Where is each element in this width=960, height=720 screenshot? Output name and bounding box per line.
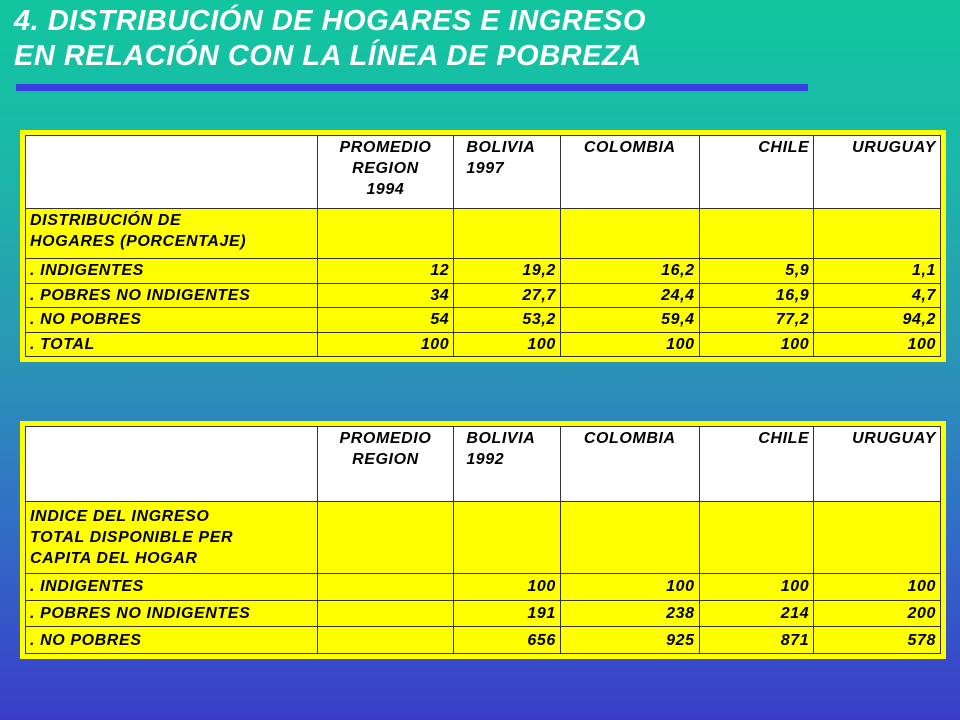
- section-cell: [454, 209, 561, 259]
- table-row: [26, 259, 941, 284]
- cell-value: 100: [699, 574, 814, 601]
- section-cell: [814, 209, 941, 259]
- header-chile: CHILE: [699, 427, 814, 502]
- cell-value: 100: [454, 574, 561, 601]
- section-label: DISTRIBUCIÓN DE HOGARES (PORCENTAJE): [26, 209, 318, 259]
- cell-value: 4,7: [814, 283, 941, 308]
- header-empty-cell: [26, 136, 318, 209]
- row-label: . NO POBRES: [26, 627, 318, 654]
- cell-value: 656: [454, 627, 561, 654]
- cell-value: 94,2: [814, 308, 941, 333]
- row-label: . INDIGENTES: [26, 574, 318, 601]
- cell-value: 925: [560, 627, 699, 654]
- cell-value: 191: [454, 600, 561, 627]
- header-bolivia: BOLIVIA 1997: [454, 136, 561, 209]
- section-cell: [814, 502, 941, 574]
- section-cell: [317, 502, 454, 574]
- table-row: [26, 600, 941, 627]
- table-header-row: [26, 427, 941, 502]
- section-cell: [454, 502, 561, 574]
- cell-value: 578: [814, 627, 941, 654]
- cell-value: 77,2: [699, 308, 814, 333]
- cell-value: 12: [317, 259, 454, 284]
- section-cell: [317, 209, 454, 259]
- cell-value: [317, 574, 454, 601]
- table-row: [26, 283, 941, 308]
- cell-value: 100: [317, 332, 454, 357]
- table-row: [26, 308, 941, 333]
- header-bolivia: BOLIVIA 1992: [454, 427, 561, 502]
- section-label: INDICE DEL INGRESO TOTAL DISPONIBLE PER CAPITA DEL HOGAR: [26, 502, 318, 574]
- cell-value: 100: [814, 574, 941, 601]
- table-row: [26, 574, 941, 601]
- header-uruguay: URUGUAY: [814, 427, 941, 502]
- row-label: . TOTAL: [26, 332, 318, 357]
- cell-value: 27,7: [454, 283, 561, 308]
- header-uruguay: URUGUAY: [814, 136, 941, 209]
- cell-value: 100: [560, 574, 699, 601]
- section-cell: [699, 502, 814, 574]
- row-label: . NO POBRES: [26, 308, 318, 333]
- table-header-row: [26, 136, 941, 209]
- header-chile: CHILE: [699, 136, 814, 209]
- cell-value: 5,9: [699, 259, 814, 284]
- section-cell: [560, 502, 699, 574]
- income-index-table: [20, 421, 946, 659]
- cell-value: 100: [699, 332, 814, 357]
- cell-value: 59,4: [560, 308, 699, 333]
- table-row: [26, 627, 941, 654]
- section-cell: [560, 209, 699, 259]
- households-distribution-table: [20, 130, 946, 362]
- cell-value: [317, 627, 454, 654]
- cell-value: 100: [454, 332, 561, 357]
- cell-value: 214: [699, 600, 814, 627]
- cell-value: 34: [317, 283, 454, 308]
- cell-value: 16,2: [560, 259, 699, 284]
- cell-value: 871: [699, 627, 814, 654]
- header-promedio-region: PROMEDIO REGION: [317, 427, 454, 502]
- header-colombia: COLOMBIA: [560, 427, 699, 502]
- table-row-total: [26, 332, 941, 357]
- cell-value: 16,9: [699, 283, 814, 308]
- cell-value: 19,2: [454, 259, 561, 284]
- section-row: [26, 502, 941, 574]
- row-label: . POBRES NO INDIGENTES: [26, 283, 318, 308]
- cell-value: 100: [560, 332, 699, 357]
- header-empty-cell: [26, 427, 318, 502]
- title-underline: [16, 84, 808, 91]
- row-label: . INDIGENTES: [26, 259, 318, 284]
- cell-value: 24,4: [560, 283, 699, 308]
- cell-value: 1,1: [814, 259, 941, 284]
- header-promedio-region: PROMEDIO REGION 1994: [317, 136, 454, 209]
- cell-value: [317, 600, 454, 627]
- header-colombia: COLOMBIA: [560, 136, 699, 209]
- title-line-1: 4. DISTRIBUCIÓN DE HOGARES E INGRESO: [14, 5, 646, 37]
- page-title: [14, 4, 646, 74]
- title-line-2: EN RELACIÓN CON LA LÍNEA DE POBREZA: [14, 40, 642, 72]
- row-label: . POBRES NO INDIGENTES: [26, 600, 318, 627]
- section-cell: [699, 209, 814, 259]
- cell-value: 53,2: [454, 308, 561, 333]
- cell-value: 238: [560, 600, 699, 627]
- cell-value: 100: [814, 332, 941, 357]
- section-row: [26, 209, 941, 259]
- cell-value: 200: [814, 600, 941, 627]
- cell-value: 54: [317, 308, 454, 333]
